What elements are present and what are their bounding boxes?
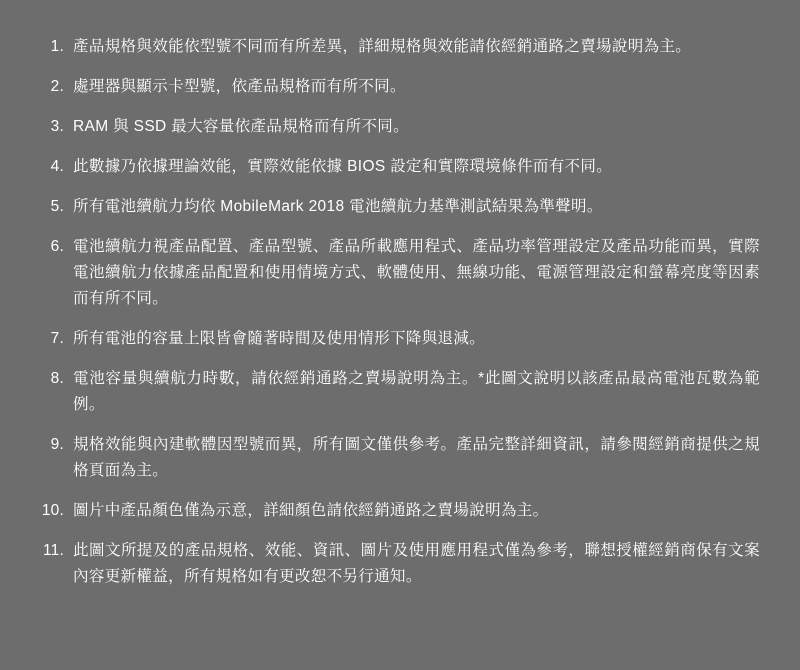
list-item-text: 圖片中產品顏色僅為示意，詳細顏色請依經銷通路之賣場說明為主。 — [73, 502, 549, 519]
list-item-number: 7. — [50, 330, 64, 347]
list-item-text: 處理器與顯示卡型號，依產品規格而有所不同。 — [73, 78, 406, 95]
list-item — [30, 366, 764, 418]
list-item — [30, 194, 764, 220]
list-item-number: 5. — [50, 198, 64, 215]
list-item-text: 電池續航力視產品配置、產品型號、產品所載應用程式、產品功率管理設定及產品功能而異，實際電池續航力依據產品配置和使用情境方式、軟體使用、無線功能、電源管理設定和螢幕亮度等因素而有所不同。 — [73, 238, 760, 307]
list-item-text: 規格效能與內建軟體因型號而異，所有圖文僅供參考。產品完整詳細資訊，請參閱經銷商提供之規格頁面為主。 — [73, 436, 760, 479]
list-item-number: 8. — [50, 370, 64, 387]
list-item — [30, 34, 764, 60]
list-item-number: 3. — [50, 118, 64, 135]
list-item — [30, 538, 764, 590]
list-item — [30, 74, 764, 100]
list-item-text: 產品規格與效能依型號不同而有所差異，詳細規格與效能請依經銷通路之賣場說明為主。 — [73, 38, 692, 55]
list-item-text: 所有電池續航力均依 MobileMark 2018 電池續航力基準測試結果為準聲明。 — [73, 198, 603, 215]
list-item-number: 1. — [50, 38, 64, 55]
list-item — [30, 498, 764, 524]
list-item-text: RAM 與 SSD 最大容量依產品規格而有所不同。 — [73, 118, 409, 135]
list-item-text: 電池容量與續航力時數，請依經銷通路之賣場說明為主。*此圖文說明以該產品最高電池瓦數為範例。 — [73, 370, 760, 413]
disclaimer-note-list — [30, 34, 764, 590]
list-item-text: 此圖文所提及的產品規格、效能、資訊、圖片及使用應用程式僅為參考，聯想授權經銷商保有文案內容更新權益，所有規格如有更改恕不另行通知。 — [73, 542, 760, 585]
list-item — [30, 432, 764, 484]
list-item-number: 4. — [50, 158, 64, 175]
list-item — [30, 326, 764, 352]
list-item-number: 10. — [41, 502, 64, 519]
list-item-number: 6. — [50, 238, 64, 255]
list-item — [30, 234, 764, 312]
list-item-text: 此數據乃依據理論效能，實際效能依據 BIOS 設定和實際環境條件而有不同。 — [73, 158, 613, 175]
list-item — [30, 114, 764, 140]
list-item-number: 2. — [50, 78, 64, 95]
list-item-text: 所有電池的容量上限皆會隨著時間及使用情形下降與退減。 — [73, 330, 486, 347]
list-item — [30, 154, 764, 180]
list-item-number: 11. — [43, 542, 64, 559]
list-item-number: 9. — [50, 436, 64, 453]
